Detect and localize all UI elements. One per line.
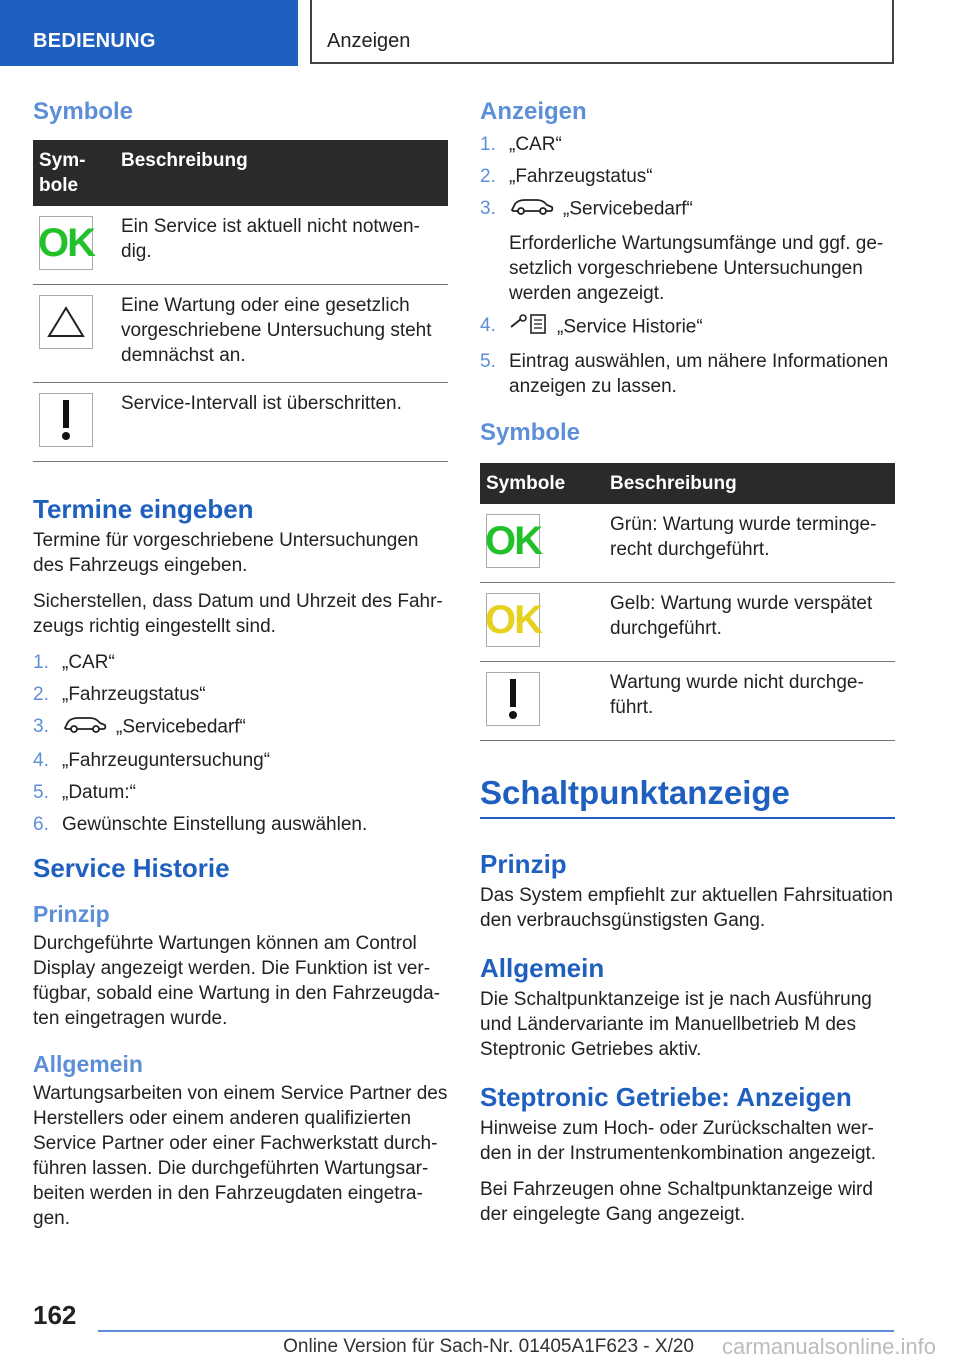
table-header-symbol: Sym- bole — [33, 140, 115, 206]
table-header-row — [480, 463, 895, 504]
allgemein-heading: Allgemein — [33, 1051, 143, 1077]
anzeigen-heading: Anzeigen — [480, 98, 587, 125]
service-history-icon — [509, 313, 549, 342]
exclamation-icon — [39, 393, 93, 447]
table-header-row — [33, 140, 448, 206]
list-item: 5. Eintrag auswählen, um nähere Informationen anzeigen zu lassen. — [480, 351, 889, 397]
table-header-symbol: Symbole — [480, 463, 604, 504]
termine-paragraph-1: Termine für vorgeschriebene Untersuchungen des Fahrzeugs eingeben. — [33, 530, 419, 576]
schalt-prinzip-paragraph: Das System empfiehlt zur aktuellen Fahrsituation den verbrauchsgünstigsten Gang. — [480, 885, 893, 931]
schalt-allgemein-paragraph: Die Schaltpunktanzeige ist je nach Ausführung und Ländervariante im Manuellbetrieb M des Steptronic Getriebes aktiv. — [480, 989, 872, 1060]
prinzip-paragraph: Durchgeführte Wartungen können am Control Display angezeigt werden. Die Funktion ist ver-fügbar, sobald eine Wartung in den Fahrzeugda-ten eingetragen wurde. — [33, 933, 441, 1029]
list-item: 1. „CAR“ — [480, 134, 562, 155]
table-row — [33, 285, 448, 383]
table-cell-description: Service-Intervall ist überschritten. — [115, 383, 448, 462]
page-number: 162 — [33, 1300, 77, 1330]
table-cell-description: Grün: Wartung wurde terminge-recht durchgeführt. — [604, 504, 895, 583]
table-row — [33, 383, 448, 462]
symbol-table-2 — [480, 463, 895, 741]
triangle-icon — [39, 295, 93, 349]
car-service-icon — [509, 196, 555, 223]
steptronic-paragraph-1: Hinweise zum Hoch- oder Zurückschalten wer-den in der Instrumentenkombination angezeigt. — [480, 1118, 877, 1164]
right-column — [480, 96, 895, 1238]
table-cell-description: Wartung wurde nicht durchge-führt. — [604, 662, 895, 741]
table-cell-description: Ein Service ist aktuell nicht notwen-dig. — [115, 206, 448, 285]
ok-green-icon: OK — [486, 514, 540, 568]
section-title: BEDIENUNG — [33, 30, 156, 52]
steptronic-heading: Steptronic Getriebe: Anzeigen — [480, 1082, 852, 1112]
exclamation-icon — [486, 672, 540, 726]
symbol-table-1 — [33, 140, 448, 462]
car-service-icon — [62, 714, 108, 741]
section-tab — [0, 0, 298, 66]
list-item: 4. „Fahrzeuguntersuchung“ — [33, 750, 271, 771]
list-item: 6. Gewünschte Einstellung auswählen. — [33, 814, 368, 835]
symbole-heading: Symbole — [33, 98, 134, 125]
service-historie-heading: Service Historie — [33, 853, 230, 883]
table-cell-description: Eine Wartung oder eine gesetzlich vorgeschriebene Untersuchung steht demnächst an. — [115, 285, 448, 383]
chapter-tab — [310, 0, 894, 64]
table-row — [480, 583, 895, 662]
table-row — [480, 662, 895, 741]
table-row — [480, 504, 895, 583]
table-row — [33, 206, 448, 285]
prinzip-heading-2: Prinzip — [480, 849, 567, 879]
left-column — [33, 96, 448, 1242]
online-version-text: Online Version für Sach-Nr. 01405A1F623 - X/20 — [283, 1336, 694, 1357]
list-item: 2. „Fahrzeugstatus“ — [480, 166, 653, 187]
servicebedarf-description: Erforderliche Wartungsumfänge und ggf. ge-setzlich vorgeschriebene Untersuchungen werden angezeigt. — [509, 233, 884, 304]
list-item: 4. „Service Historie“ — [480, 313, 895, 342]
ok-yellow-icon: OK — [486, 593, 540, 647]
symbole-heading-2: Symbole — [480, 419, 581, 446]
list-item: 1. „CAR“ — [33, 652, 115, 673]
prinzip-heading: Prinzip — [33, 901, 110, 927]
watermark-text: carmanualsonline.info — [721, 1334, 936, 1359]
termine-paragraph-2: Sicherstellen, dass Datum und Uhrzeit des Fahr-zeugs richtig eingestellt sind. — [33, 591, 443, 637]
chapter-title: Anzeigen — [327, 30, 411, 52]
footer-divider — [98, 1330, 894, 1332]
schaltpunktanzeige-title: Schaltpunktanzeige — [480, 771, 895, 819]
termine-steps — [33, 650, 448, 837]
table-header-description: Beschreibung — [115, 140, 448, 206]
ok-green-icon: OK — [39, 216, 93, 270]
list-item: 5. „Datum:“ — [33, 782, 136, 803]
table-cell-description: Gelb: Wartung wurde verspätet durchgeführt. — [604, 583, 895, 662]
allgemein-heading-2: Allgemein — [480, 953, 605, 983]
list-item: 3. „Servicebedarf“ — [33, 714, 448, 741]
list-item: 3. „Servicebedarf“ Erforderliche Wartungsumfänge und ggf. ge-setzlich vorgeschriebene Untersuchungen werden angezeigt. — [480, 196, 895, 306]
allgemein-paragraph: Wartungsarbeiten von einem Service Partner des Herstellers oder einem anderen qualifizierten Service Partner oder einer Fachwerkstatt durch-führen lassen. Die durchgeführten Wartungsar-beiten werden in den Fahrzeugdaten eingetra-gen. — [33, 1083, 448, 1229]
steptronic-paragraph-2: Bei Fahrzeugen ohne Schaltpunktanzeige wird der eingelegte Gang angezeigt. — [480, 1179, 873, 1225]
anzeigen-steps — [480, 132, 895, 399]
table-header-description: Beschreibung — [604, 463, 895, 504]
list-item: 2. „Fahrzeugstatus“ — [33, 684, 206, 705]
termine-heading: Termine eingeben — [33, 494, 254, 524]
